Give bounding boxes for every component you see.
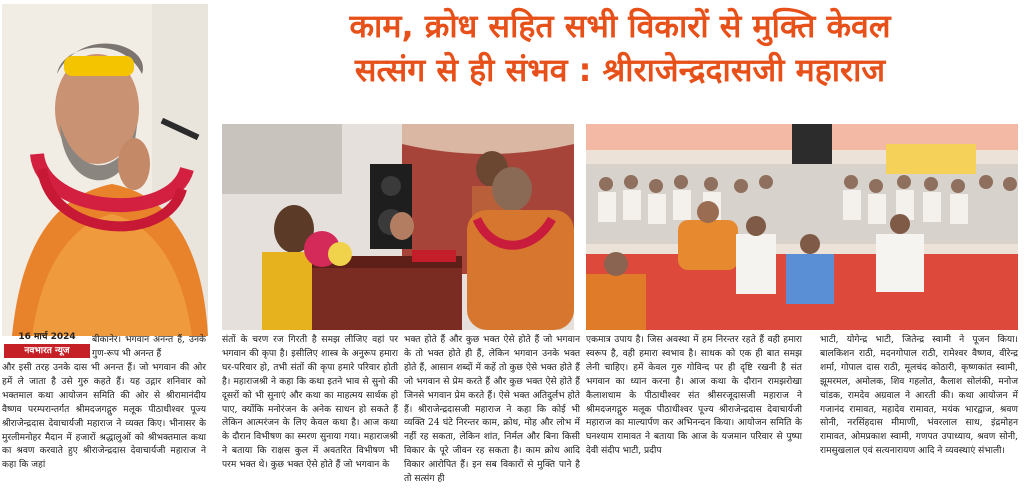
stage-discourse-photo	[222, 124, 574, 330]
article-column-4: एकमात्र उपाय है। जिस अवस्था में हम निरन्तर रहते हैं वही हमारा स्वरूप है, वही हमारा स्वभाव है। साधक को एक ही बात समझ लेनी चाहिए। हमें केवल गुरु गोविन्द पर ही दृष्टि रखनी है संत भगवान का ध्यान करना है। आज कथा के दौरान रामझरोखा कैलाशधाम के पीठाधीश्वर संत श्रीसरजूदासजी महाराज ने श्रीमदजगद्गुरु मलूक पीठाधीश्वर पूज्य श्रीराजेन्द्रदास देवाचार्यजी महाराज का माल्यार्पण कर अभिनन्दन किया। आयोजन समिति के घनश्याम रामावत ने बताया कि आज के यजमान परिवार से पुष्पा देवी संदीप भाटी, प्रदीप	[586, 335, 802, 457]
saint-portrait-photo	[2, 4, 208, 336]
article-column-3: भक्त होते हैं और कुछ भक्त ऐसे होते हैं जो भगवान के तो भक्त होते ही हैं, लेकिन भगवान उनके भक्त होते हैं, आसान शब्दों में कहें तो कुछ ऐसे भक्त होते हैं जो भगवान से प्रेम करते हैं और कुछ भक्त ऐसे होते हैं जिनसे भगवान प्रेम करते हैं। ऐसे भक्त अतिदुर्लभ होते हैं। श्रीराजेन्द्रदासजी महाराज ने कहा कि कोई भी व्यक्ति 24 घंटे निरन्तर काम, क्रोध, मोह और लोभ में नहीं रह सकता, लेकिन शांत, निर्मल और बिना किसी विकार के पूरे जीवन रह सकता है। काम क्रोध आदि विकार आरोपित हैं। इन सब विकारों से मुक्ति पाने है तो सत्संग ही	[404, 335, 580, 485]
article-column-1: और इसी तरह उनके दास भी अनन्त हैं। जो भगवान की ओर हमें ले जाता है उसे गुरु कहते हैं। यह उद्गार शनिवार को भक्तमाल कथा आयोजन समिति की ओर से श्रीरामानंदीय वैष्णव परम्परान्तर्गत श्रीमदजगद्गुरु मलूक पीठाधीश्वर पूज्य श्रीराजेन्द्रदास देवाचार्यजी महाराज ने व्यक्त किए। भीनासर के मुरलीमनोहर मैदान में हजारों श्रद्धालुओं को श्रीभक्तमाल कथा का श्रवण करवाते हुए श्रीराजेन्द्रदास देवाचार्यजी महाराज ने कहा कि जहां	[2, 363, 206, 471]
newspaper-name: नवभारत न्यूज	[4, 344, 90, 358]
headline-line-2: सत्संग से ही संभव : श्रीराजेन्द्रदासजी महाराज	[354, 51, 886, 89]
saint-portrait-illustration	[2, 4, 208, 336]
dateline	[2, 332, 88, 358]
article-column-5: भाटी, योगेन्द्र भाटी, जितेन्द्र स्वामी ने पूजन किया। बालकिशन राठी, मदनगोपाल राठी, रामेश्वर वैष्णव, वीरेन्द्र शर्मा, गोपाल दास राठी, मूलचंद कोठारी, कृष्णकांत स्वामी, झूमरमल, अमोलक, शिव गहलोत, कैलाश सोलंकी, मनोज चांडक, रामदेव अग्रवाल ने आरती की। कथा आयोजन में गजानंद रामावत, महादेव रामावत, मयंक भारद्वाज, श्रवण सोनी, नरसिंहदास मीमाणी, भंवरलाल साध, इंद्रमोहन रामावत, ओमप्रकाश स्वामी, गणपत उपाध्याय, श्रवण सोनी, रामसुखलाल एवं सत्यनारायण आदि ने व्यवस्थाएं संभाली।	[820, 335, 1018, 457]
article-column-1-top: बीकानेर। भगवान अनन्त हैं, उनके गुण-रूप भी अनन्त हैं	[92, 335, 206, 359]
stage-discourse-illustration	[222, 124, 574, 330]
audience-illustration	[586, 124, 1018, 330]
headline-line-1: काम, क्रोध सहित सभी विकारों से मुक्ति केवल	[349, 7, 891, 45]
publication-date: 16 मार्च 2024	[18, 332, 76, 342]
article-column-2: संतों के चरण रज गिरती है समझ लीजिए वहां पर भगवान की कृपा है। इसीलिए शास्त्र के अनुरूप हमारा घर-परिवार हो, तभी संतों की कृपा हमारे परिवार होती है। महाराजश्री ने कहा कि कथा इतने भाव से सुनो की दूसरों को भी सुनाएं और कथा का माहत्मय सार्थक हो पाए, क्योंकि मनोरंजन के अनेक साधन हो सकते हैं लेकिन आत्मरंजन के लिए केवल कथा है। आज कथा के दौरान विभीषण का स्मरण सुनाया गया। महाराजश्री ने बताया कि राक्षस कुल में अवतरित विभीषण भी परम भक्त थे। कुछ भक्त ऐसे होते हैं जो भगवान के	[222, 335, 398, 471]
headline	[222, 4, 1018, 92]
audience-photo	[586, 124, 1018, 330]
